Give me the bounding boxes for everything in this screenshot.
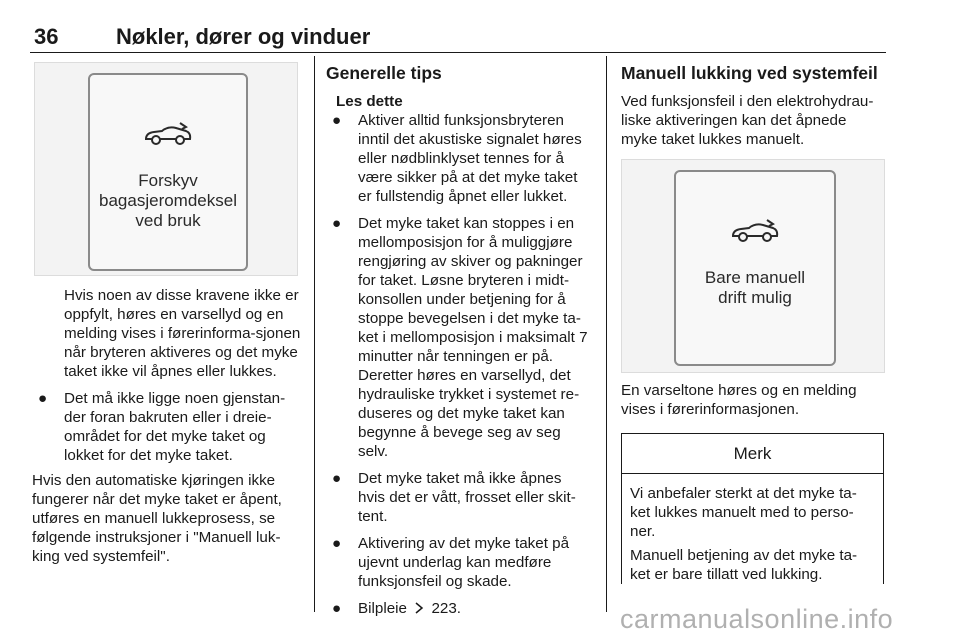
page-header bbox=[30, 22, 886, 53]
info-display bbox=[674, 170, 836, 366]
list-item-text: Det myke taket må ikke åpnes hvis det er vått, frosset eller skit-tent. bbox=[358, 470, 576, 525]
column-divider-2 bbox=[606, 56, 607, 612]
col3-intro: Ved funksjonsfeil i den elektrohydrau-liske aktiveringen kan det åpnede myke taket lukkes manuelt. bbox=[621, 93, 874, 148]
list-item-text: Aktivering av det myke taket på ujevnt underlag kan medføre funksjonsfeil og skade. bbox=[358, 535, 570, 590]
note-box bbox=[621, 433, 884, 584]
column-3 bbox=[621, 62, 884, 584]
list-item-text: Det må ikke ligge noen gjenstan-der foran bakruten eller i dreie-området for det myke taket og lokket for det myke taket. bbox=[64, 390, 286, 464]
display-text-line-2: drift mulig bbox=[718, 288, 792, 307]
display-text-line-3: ved bruk bbox=[135, 211, 201, 230]
watermark: carmanualsonline.info bbox=[620, 604, 894, 634]
figure-display-cover bbox=[34, 62, 298, 276]
page-number: 36 bbox=[34, 24, 59, 49]
section-heading-manual-closing: Manuell lukking ved systemfeil bbox=[621, 63, 878, 83]
list-item-text: Bilpleie bbox=[358, 600, 407, 617]
list-item-text: Det myke taket kan stoppes i en mellomposisjon for å muliggjøre rengjøring av skiver og pakninger for taket. Løsne bryteren i midt-konsollen under betjening for å stoppe bevegelsen i det myke ta-ket i mellomposisjon i maksimalt 7 minutter når tenningen er på. Deretter høres en varsellyd, det hydrauliske trykket i systemet re-duseres og det myke taket kan begynne å bevege seg av seg selv. bbox=[358, 215, 588, 460]
list-item bbox=[326, 599, 590, 618]
reference-arrow-icon[interactable] bbox=[413, 602, 425, 614]
col1-intro: Hvis noen av disse kravene ikke er oppfylt, høres en varsellyd og en melding vises i førerinforma-sjonen når bryteren aktiveres og det myke taket ikke vil åpnes eller lukkes. bbox=[64, 287, 301, 380]
column-1 bbox=[32, 62, 304, 566]
note-title: Merk bbox=[622, 434, 883, 474]
column-divider-1 bbox=[314, 56, 315, 612]
column-2 bbox=[326, 62, 590, 618]
subheading-read-this: Les dette bbox=[336, 93, 403, 110]
figure-display-manual bbox=[621, 159, 885, 373]
note-body bbox=[622, 474, 883, 584]
display-text-line-1: Bare manuell bbox=[704, 268, 806, 287]
bullet-dot: ● bbox=[332, 600, 342, 617]
display-text-line-2: bagasjeromdeksel bbox=[99, 191, 237, 210]
list-item bbox=[326, 214, 590, 461]
bullet-dot: ● bbox=[332, 112, 342, 129]
convertible-car-icon bbox=[729, 216, 781, 246]
bullet-dot: ● bbox=[38, 390, 48, 407]
bullet-dot: ● bbox=[332, 535, 342, 552]
page-reference[interactable]: 223. bbox=[431, 600, 461, 617]
list-item bbox=[326, 469, 590, 526]
list-item-text: Aktiver alltid funksjonsbryteren inntil det akustiske signalet høres eller nødblinklyset tennes for å være sikker på at det myke taket er fullstendig åpnet eller lukket. bbox=[358, 112, 582, 205]
note-paragraph: Vi anbefaler sterkt at det myke ta-ket lukkes manuelt med to perso-ner. bbox=[630, 485, 857, 540]
bullet-dot: ● bbox=[332, 215, 342, 232]
info-display bbox=[88, 73, 248, 271]
bullet-dot: ● bbox=[332, 470, 342, 487]
list-item bbox=[326, 111, 590, 206]
col1-paragraph: Hvis den automatiske kjøringen ikke fungerer når det myke taket er åpent, utføres en manuell lukkeprosess, se følgende instruksjoner i "Manuell luk-king ved systemfeil". bbox=[32, 472, 282, 565]
display-text-line-1: Forskyv bbox=[138, 171, 198, 190]
list-item bbox=[32, 389, 304, 465]
col3-paragraph: En varseltone høres og en melding vises i førerinformasjonen. bbox=[621, 382, 857, 418]
page-title: Nøkler, dører og vinduer bbox=[116, 24, 371, 49]
note-paragraph: Manuell betjening av det myke ta-ket er bare tillatt ved lukking. bbox=[630, 547, 858, 583]
section-heading-tips: Generelle tips bbox=[326, 63, 442, 83]
list-item bbox=[326, 534, 590, 591]
convertible-car-icon bbox=[142, 119, 194, 149]
